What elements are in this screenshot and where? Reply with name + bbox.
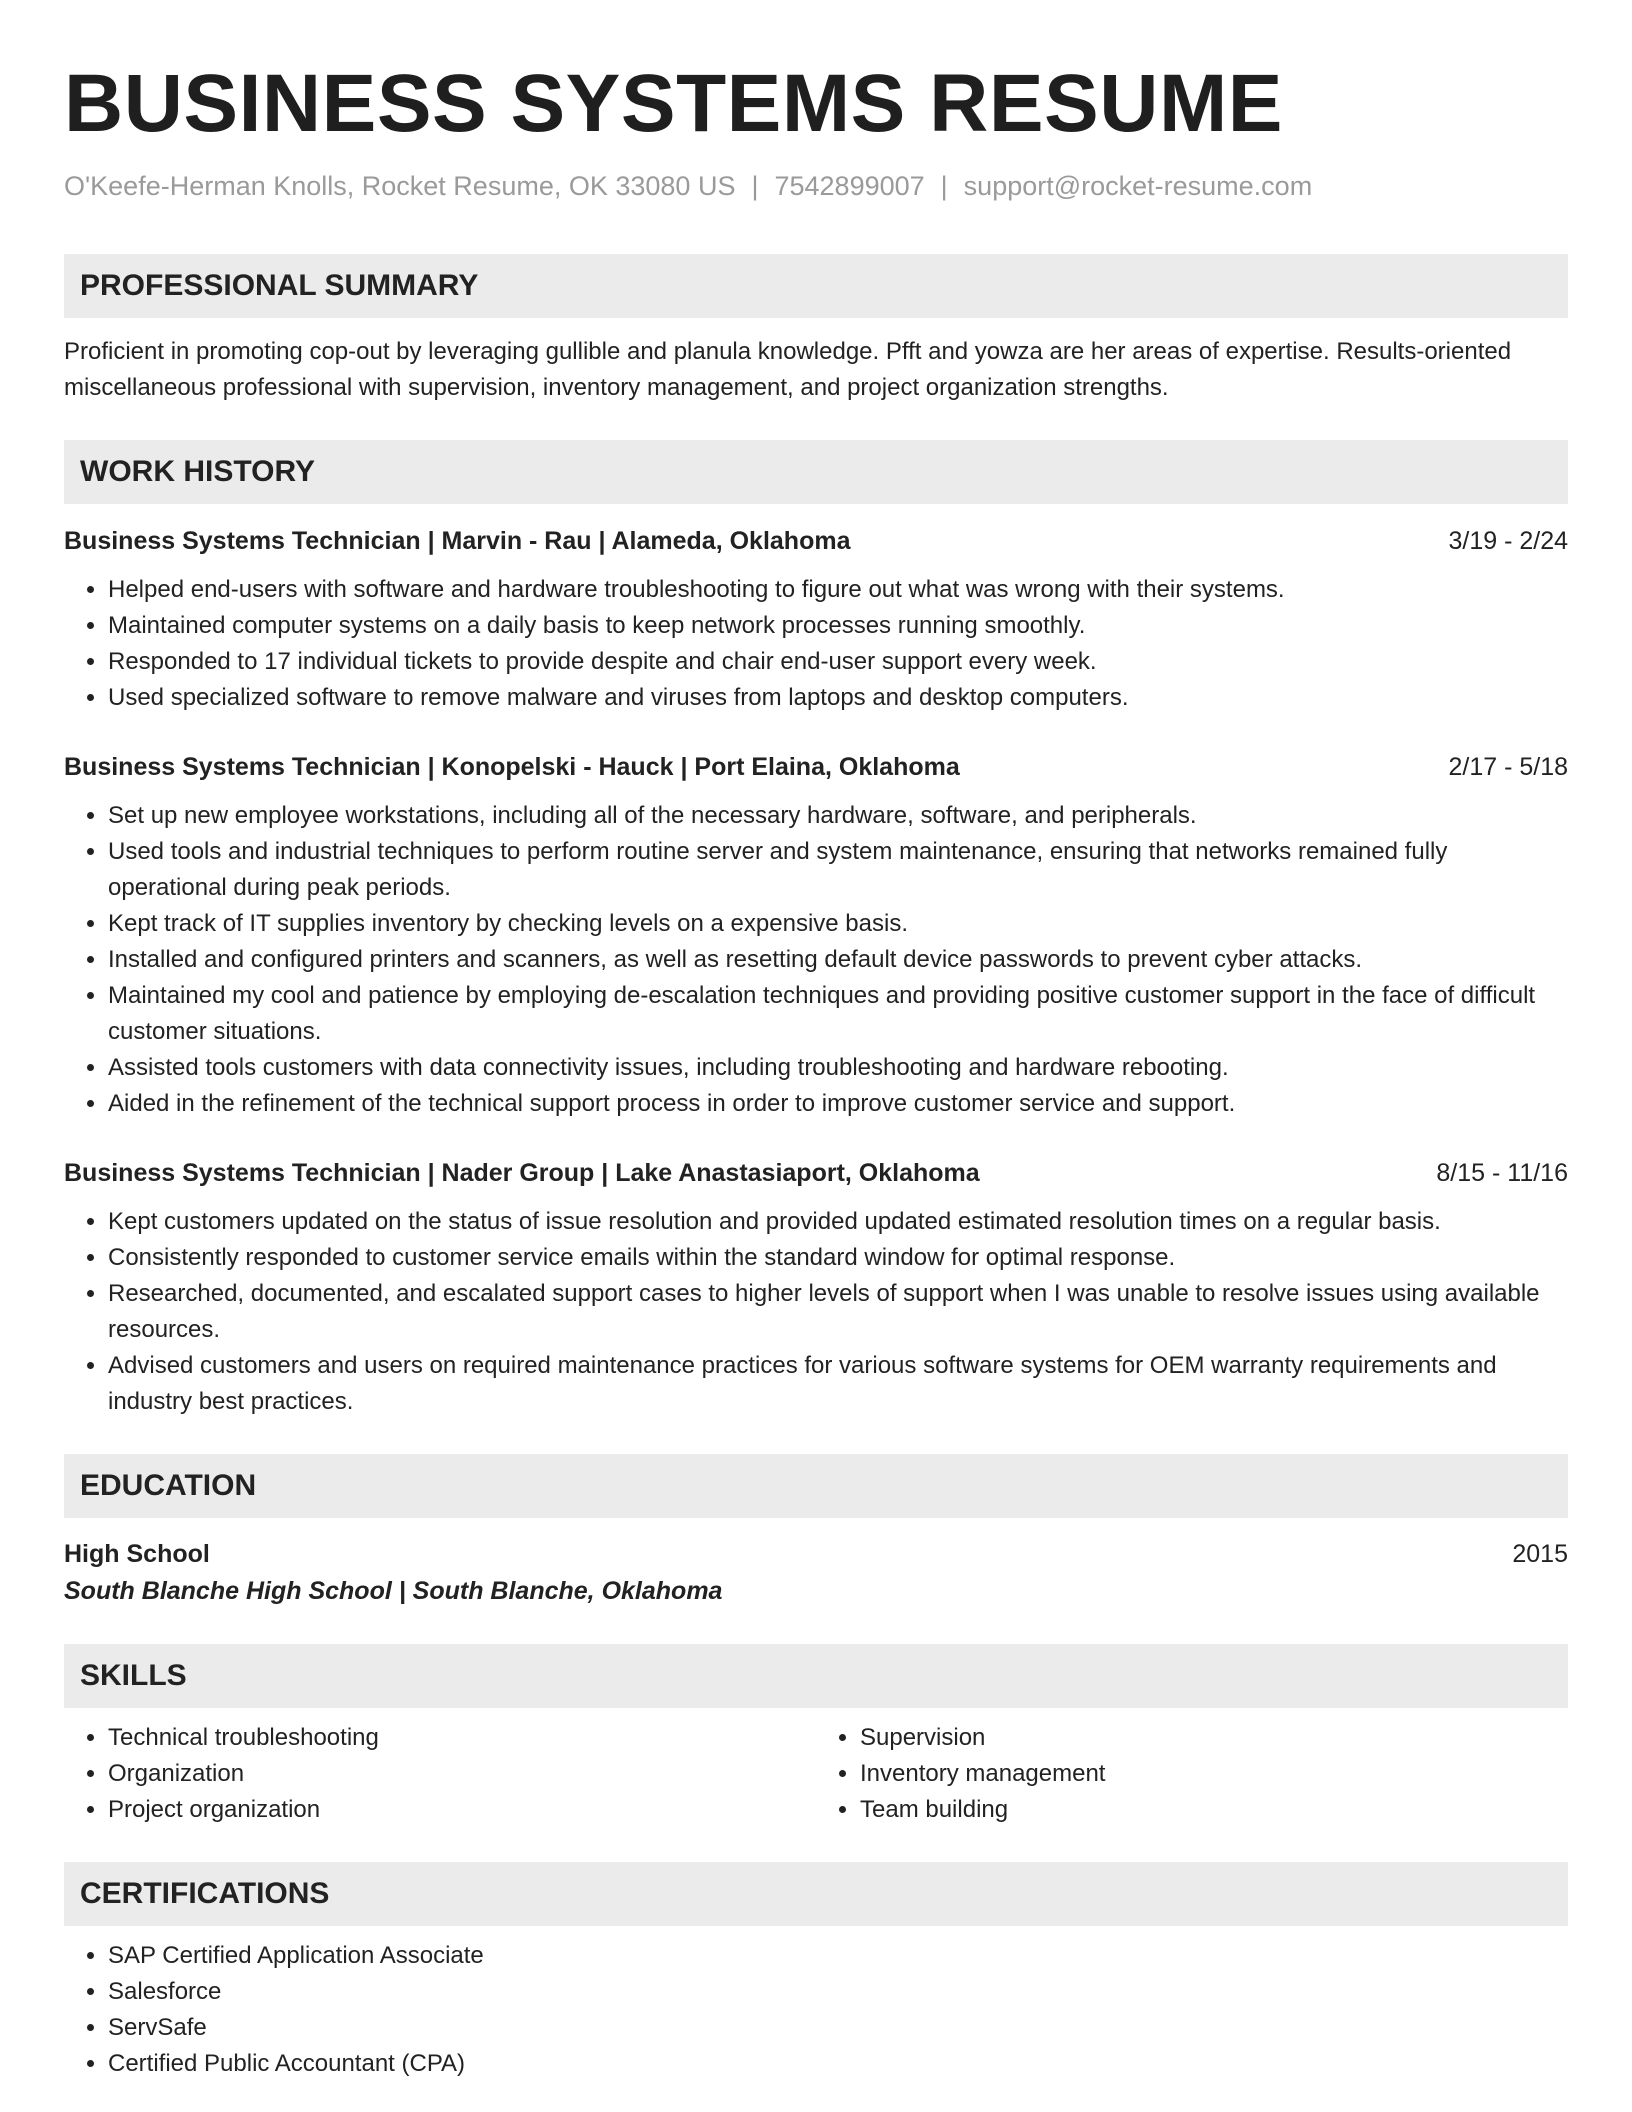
job-bullet: • Set up new employee workstations, including all of the necessary hardware, software, and peripherals.	[108, 798, 1568, 834]
contact-line	[64, 170, 1568, 202]
skill-item: • Organization	[108, 1756, 816, 1792]
certification-item: • ServSafe	[108, 2010, 1568, 2046]
job-entry	[64, 750, 1568, 1122]
job-dates: 8/15 - 11/16	[1436, 1159, 1568, 1187]
contact-phone: 7542899007	[774, 171, 925, 201]
skill-item: • Project organization	[108, 1792, 816, 1828]
job-bullet: • Helped end-users with software and hardware troubleshooting to figure out what was wrong with their systems.	[108, 572, 1568, 608]
job-title: Business Systems Technician | Nader Group | Lake Anastasiaport, Oklahoma	[64, 1159, 980, 1187]
job-bullet: • Maintained computer systems on a daily basis to keep network processes running smoothly.	[108, 608, 1568, 644]
skill-item: • Team building	[860, 1792, 1568, 1828]
education-school: South Blanche High School | South Blanche, Oklahoma	[64, 1577, 723, 1605]
job-header	[64, 750, 1568, 784]
job-bullets	[64, 798, 1568, 1122]
job-bullets	[64, 1204, 1568, 1420]
job-bullets	[64, 572, 1568, 716]
contact-separator: |	[751, 171, 759, 201]
certification-item: • Salesforce	[108, 1974, 1568, 2010]
job-bullet: • Consistently responded to customer service emails within the standard window for optimal response.	[108, 1240, 1568, 1276]
section-header-education: EDUCATION	[64, 1454, 1568, 1518]
job-bullet: • Responded to 17 individual tickets to provide despite and chair end-user support every week.	[108, 644, 1568, 680]
job-bullet: • Used tools and industrial techniques to perform routine server and system maintenance, ensuring that networks remained fully operational during peak periods.	[108, 834, 1568, 906]
education-degree: High School	[64, 1540, 210, 1568]
certification-item: • SAP Certified Application Associate	[108, 1938, 1568, 1974]
job-bullet: • Kept customers updated on the status of issue resolution and provided updated estimated resolution times on a regular basis.	[108, 1204, 1568, 1240]
job-bullet: • Maintained my cool and patience by employing de-escalation techniques and providing positive customer support in the face of difficult customer situations.	[108, 978, 1568, 1050]
resume-title: BUSINESS SYSTEMS RESUME	[64, 58, 1283, 149]
contact-address: O'Keefe-Herman Knolls, Rocket Resume, OK 33080 US	[64, 171, 736, 201]
job-title: Business Systems Technician | Konopelski - Hauck | Port Elaina, Oklahoma	[64, 753, 960, 781]
summary-text: Proficient in promoting cop-out by leveraging gullible and planula knowledge. Pfft and yowza are her areas of expertise. Results-oriented miscellaneous professional with supervision, inventory management, and project organization strengths.	[64, 338, 1512, 401]
section-header-work-history: WORK HISTORY	[64, 440, 1568, 504]
job-bullet: • Advised customers and users on required maintenance practices for various software systems for OEM warranty requirements and industry best practices.	[108, 1348, 1568, 1420]
education-year: 2015	[1512, 1540, 1568, 1568]
job-bullet: • Assisted tools customers with data connectivity issues, including troubleshooting and hardware rebooting.	[108, 1050, 1568, 1086]
job-bullet: • Kept track of IT supplies inventory by checking levels on a expensive basis.	[108, 906, 1568, 942]
skill-item: • Supervision	[860, 1720, 1568, 1756]
job-dates: 2/17 - 5/18	[1448, 753, 1568, 781]
job-title: Business Systems Technician | Marvin - Rau | Alameda, Oklahoma	[64, 527, 851, 555]
skill-item: • Technical troubleshooting	[108, 1720, 816, 1756]
job-header	[64, 1156, 1568, 1190]
job-bullet: • Researched, documented, and escalated support cases to higher levels of support when I was unable to resolve issues using available resources.	[108, 1276, 1568, 1348]
job-entry	[64, 524, 1568, 716]
job-bullet: • Used specialized software to remove malware and viruses from laptops and desktop computers.	[108, 680, 1568, 716]
skills-column-left	[64, 1720, 816, 1828]
skills-list	[64, 1720, 816, 1828]
section-header-certifications: CERTIFICATIONS	[64, 1862, 1568, 1926]
job-header	[64, 524, 1568, 558]
job-bullet: • Aided in the refinement of the technical support process in order to improve customer service and support.	[108, 1086, 1568, 1122]
job-bullet: • Installed and configured printers and scanners, as well as resetting default device passwords to prevent cyber attacks.	[108, 942, 1568, 978]
skill-item: • Inventory management	[860, 1756, 1568, 1792]
job-dates: 3/19 - 2/24	[1448, 527, 1568, 555]
job-entry	[64, 1156, 1568, 1420]
skills-grid	[64, 1720, 1568, 1828]
section-header-summary: PROFESSIONAL SUMMARY	[64, 254, 1568, 318]
skills-list	[816, 1720, 1568, 1828]
education-header	[64, 1536, 1568, 1572]
certification-item: • Certified Public Accountant (CPA)	[108, 2046, 1568, 2082]
contact-email: support@rocket-resume.com	[963, 171, 1313, 201]
certifications-list	[64, 1938, 1568, 2082]
contact-separator: |	[940, 171, 948, 201]
skills-column-right	[816, 1720, 1568, 1828]
section-header-skills: SKILLS	[64, 1644, 1568, 1708]
